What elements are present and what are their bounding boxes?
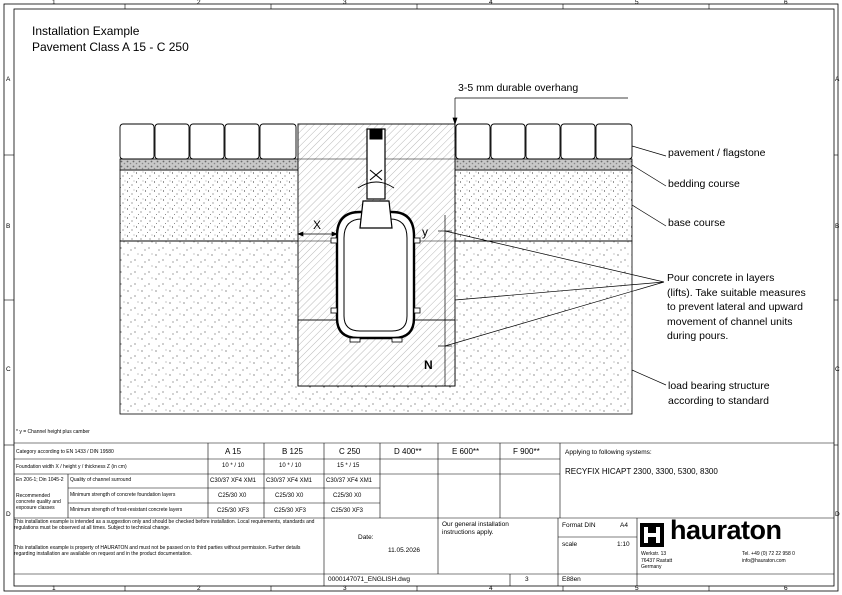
disclaimer-2: This installation example is property of HAURATON and must not be passed on to third parties without permission. Further details regarding installation are available on request and in the product documentation. (14, 545, 301, 557)
grid-col-2-bottom: 2 (197, 585, 201, 592)
foundation-strength-b125: C25/30 X0 (275, 493, 304, 499)
grid-col-5-bottom: 5 (635, 585, 639, 592)
grid-col-6-bottom: 6 (784, 585, 788, 592)
grid-row-d-right: D (835, 511, 840, 518)
company-phone: Tel. +49 (0) 72 22 958 0 (742, 551, 795, 557)
category-label: Category according to EN 1433 / DIN 19580 (16, 449, 114, 455)
foundation-c250: 15 * / 15 (337, 463, 360, 469)
foundation-label: Foundation width X / height y / thickness Z (in cm) (16, 464, 127, 470)
class-f900: F 900** (513, 447, 540, 456)
foundation-strength-a15: C25/30 X0 (218, 493, 247, 499)
date-value: 11.05.2026 (388, 547, 421, 554)
grid-col-4-bottom: 4 (489, 585, 493, 592)
disclaimer-1: This installation example is intended as a suggestion only and should be checked before installation. Local requirements, standards and regulations must be observed at all times. Subject to technical change. (14, 519, 315, 531)
grid-row-a: A (6, 76, 11, 83)
page-subtitle: Pavement Class A 15 - C 250 (32, 40, 189, 54)
dimension-x-label: X (313, 218, 322, 232)
systems-list: RECYFIX HICAPT 2300, 3300, 5300, 8300 (565, 467, 718, 476)
applying-label: Applying to following systems: (565, 449, 652, 456)
grid-col-1: 1 (52, 0, 56, 6)
surround-a15: C30/37 XF4 XM1 (210, 478, 257, 484)
standard-label: En 206-1; Din 1045-2 (16, 477, 64, 483)
grid-row-a-right: A (835, 76, 840, 83)
brand-name: hauraton (670, 515, 782, 545)
bedding-label: bedding course (668, 178, 740, 190)
grid-row-c-right: C (835, 366, 840, 373)
overhang-label: 3-5 mm durable overhang (458, 82, 579, 94)
page-title: Installation Example (32, 24, 140, 38)
class-b125: B 125 (282, 447, 303, 456)
grid-col-2: 2 (197, 0, 201, 6)
company-address: Werkstr. 13 76437 Rastatt Germany (641, 551, 673, 570)
frost-b125: C25/30 XF3 (274, 508, 307, 514)
quality-label: Recommended concrete quality and exposure classes (16, 493, 61, 511)
hauraton-logo-icon (640, 523, 664, 547)
load-bearing-label: load bearing structure according to standard (668, 380, 770, 407)
class-d400: D 400** (394, 447, 422, 456)
revision-number: 3 (525, 576, 529, 583)
foundation-strength-c250: C25/30 X0 (333, 493, 362, 499)
class-c250: C 250 (339, 447, 361, 456)
grid-row-d: D (6, 511, 11, 518)
grid-row-c: C (6, 366, 11, 373)
format-value: A4 (620, 522, 628, 529)
date-label: Date: (358, 534, 374, 541)
base-course-label: base course (668, 217, 726, 229)
file-name: 0000147071_ENGLISH.dwg (328, 576, 411, 583)
frost-c250: C25/30 XF3 (331, 508, 364, 514)
footnote: * y = Channel height plus camber (16, 429, 90, 435)
page-code: E88en (562, 576, 581, 583)
grid-row-b-right: B (835, 223, 840, 230)
format-label: Format DIN (562, 522, 596, 529)
grid-row-b: B (6, 223, 11, 230)
scale-value: 1:10 (617, 541, 630, 548)
class-a15: A 15 (225, 447, 242, 456)
row-foundation-label: Minimum strength of concrete foundation layers (70, 492, 176, 498)
row-frost-label: Minimum strength of frost-resistant concrete layers (70, 507, 183, 513)
grid-col-6: 6 (784, 0, 788, 6)
grid-col-3-bottom: 3 (343, 585, 347, 592)
grid-col-1-bottom: 1 (52, 585, 56, 592)
grid-col-4: 4 (489, 0, 493, 6)
pavement-label: pavement / flagstone (668, 147, 766, 159)
dimension-n-label: N (424, 358, 433, 372)
scale-label: scale (562, 541, 578, 548)
dimension-y-label: y (422, 225, 428, 239)
foundation-a15: 10 * / 10 (222, 463, 245, 469)
row-surround-label: Quality of channel surround (70, 477, 132, 483)
grid-col-3: 3 (343, 0, 347, 6)
frost-a15: C25/30 XF3 (217, 508, 250, 514)
grid-col-5: 5 (635, 0, 639, 6)
surround-b125: C30/37 XF4 XM1 (266, 478, 313, 484)
pour-concrete-note: Pour concrete in layers (lifts). Take suitable measures to prevent lateral and upward movement of channel units during pours. (667, 272, 806, 342)
surround-c250: C30/37 XF4 XM1 (326, 478, 373, 484)
general-instructions: Our general installation instructions apply. (442, 521, 509, 536)
company-email: info@hauraton.com (742, 558, 786, 564)
foundation-b125: 10 * / 10 (279, 463, 302, 469)
class-e600: E 600** (452, 447, 480, 456)
